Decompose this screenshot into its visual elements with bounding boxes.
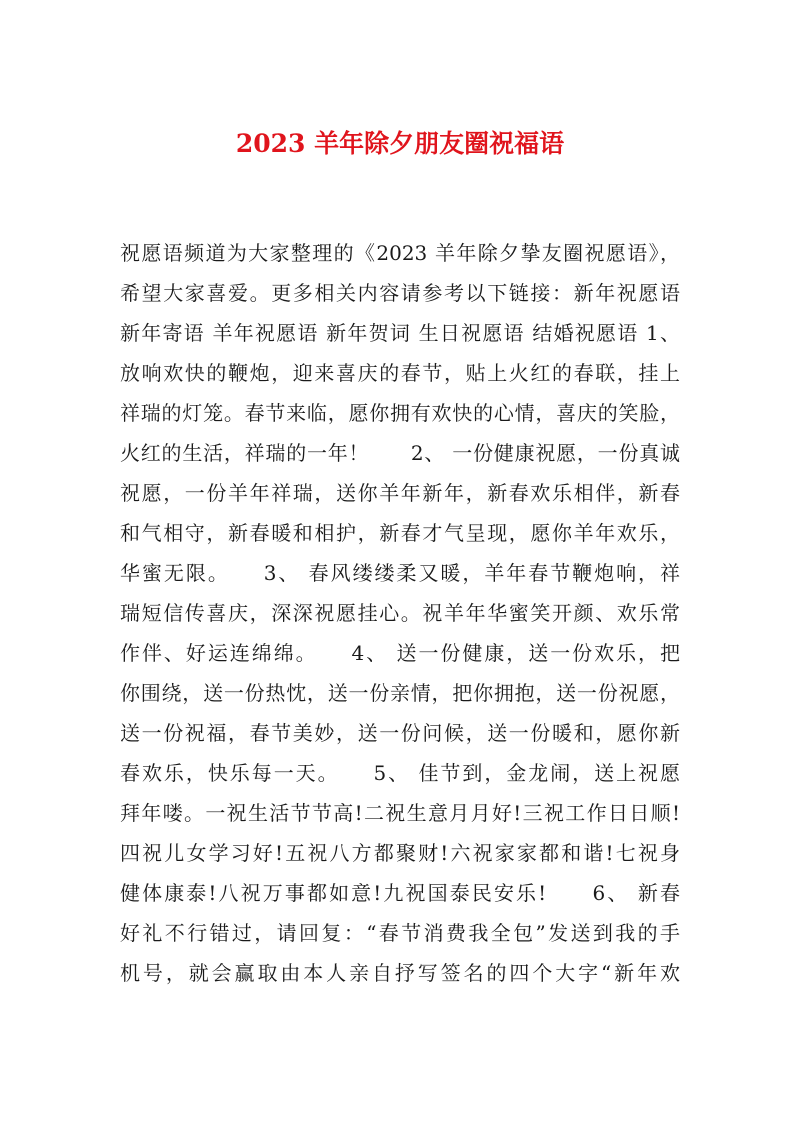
body-line: 作伴、好运连绵绵。 4、 送一份健康，送一份欢乐，把 bbox=[120, 641, 680, 665]
body-line: 希望大家喜爱。更多相关内容请参考以下链接：新年祝愿语 bbox=[120, 281, 680, 305]
body-line: 祝愿语频道为大家整理的《2023 羊年除夕挚友圈祝愿语》， bbox=[120, 241, 680, 265]
body-line: 放响欢快的鞭炮，迎来喜庆的春节，贴上火红的春联，挂上 bbox=[120, 361, 680, 385]
body-line: 新年寄语 羊年祝愿语 新年贺词 生日祝愿语 结婚祝愿语 1、 bbox=[120, 321, 680, 345]
body-line: 火红的生活，祥瑞的一年！ 2、 一份健康祝愿，一份真诚 bbox=[120, 441, 680, 465]
body-line: 拜年喽。一祝生活节节高!二祝生意月月好!三祝工作日日顺! bbox=[120, 801, 680, 825]
document-body bbox=[120, 233, 680, 993]
document-title: 2023 羊年除夕朋友圈祝福语 bbox=[235, 129, 565, 158]
body-line: 华蜜无限。 3、 春风缕缕柔又暖，羊年春节鞭炮响，祥 bbox=[120, 561, 680, 585]
body-line: 和气相守，新春暖和相护，新春才气呈现，愿你羊年欢乐， bbox=[120, 521, 680, 545]
body-line: 四祝儿女学习好!五祝八方都聚财!六祝家家都和谐!七祝身 bbox=[120, 841, 680, 865]
body-line: 好礼不行错过，请回复：“春节消费我全包”发送到我的手 bbox=[120, 921, 680, 945]
body-line: 祥瑞的灯笼。春节来临，愿你拥有欢快的心情，喜庆的笑脸， bbox=[120, 401, 680, 425]
body-line: 春欢乐，快乐每一天。 5、 佳节到，金龙闹，送上祝愿 bbox=[120, 761, 680, 785]
body-line: 祝愿，一份羊年祥瑞，送你羊年新年，新春欢乐相伴，新春 bbox=[120, 481, 680, 505]
body-line: 瑞短信传喜庆，深深祝愿挂心。祝羊年华蜜笑开颜、欢乐常 bbox=[120, 601, 680, 625]
body-line: 健体康泰!八祝万事都如意!九祝国泰民安乐! 6、 新春 bbox=[120, 881, 680, 905]
body-line: 机号，就会赢取由本人亲自抒写签名的四个大字“新年欢 bbox=[120, 961, 680, 985]
body-line: 你围绕，送一份热忱，送一份亲情，把你拥抱，送一份祝愿， bbox=[120, 681, 680, 705]
body-line: 送一份祝福，春节美妙，送一份问候，送一份暖和，愿你新 bbox=[120, 721, 680, 745]
